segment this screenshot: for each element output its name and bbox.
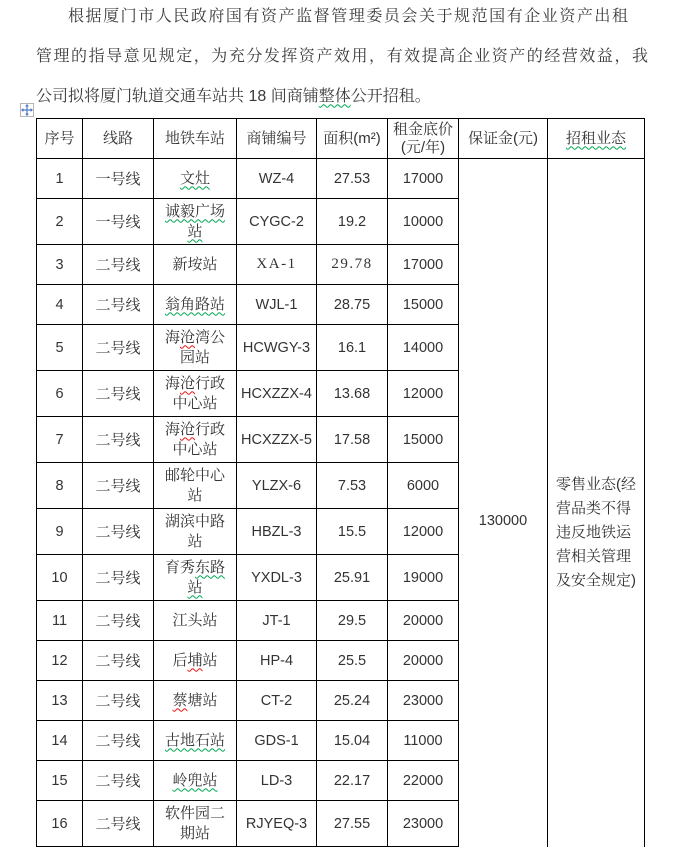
cell-station-name[interactable] xyxy=(154,159,237,199)
cell-row-number[interactable]: 9 xyxy=(37,509,83,555)
cell-line-name[interactable]: 一号线 xyxy=(83,199,154,245)
cell-line-name[interactable]: 二号线 xyxy=(83,371,154,417)
text-run: 塘站 xyxy=(187,691,218,709)
business-type-line: 零售业态(经 xyxy=(556,476,636,494)
cell-rent-floor-price[interactable]: 20000 xyxy=(388,641,459,681)
cell-shop-code[interactable]: HBZL-3 xyxy=(237,509,317,555)
cell-line-name[interactable]: 二号线 xyxy=(83,325,154,371)
cell-row-number[interactable]: 2 xyxy=(37,199,83,245)
cell-area[interactable]: 27.53 xyxy=(317,159,388,199)
cell-line-name[interactable]: 二号线 xyxy=(83,761,154,801)
cell-line-name[interactable]: 二号线 xyxy=(83,417,154,463)
cell-rent-floor-price[interactable]: 10000 xyxy=(388,199,459,245)
cell-area[interactable]: 29.78 xyxy=(317,245,388,285)
cell-row-number[interactable]: 10 xyxy=(37,555,83,601)
column-header[interactable] xyxy=(317,119,388,159)
cell-line-name[interactable]: 二号线 xyxy=(83,285,154,325)
cell-rent-floor-price[interactable]: 23000 xyxy=(388,801,459,847)
cell-shop-code[interactable]: HCWGY-3 xyxy=(237,325,317,371)
column-header-label: 招租业态 xyxy=(565,129,626,147)
cell-rent-floor-price[interactable]: 6000 xyxy=(388,463,459,509)
cell-line-name[interactable]: 一号线 xyxy=(83,159,154,199)
cell-rent-floor-price[interactable]: 23000 xyxy=(388,681,459,721)
cell-line-name[interactable]: 二号线 xyxy=(83,681,154,721)
cell-shop-code[interactable]: JT-1 xyxy=(237,601,317,641)
cell-station-name[interactable] xyxy=(154,371,237,417)
column-header[interactable] xyxy=(83,119,154,159)
cell-line-name[interactable]: 二号线 xyxy=(83,641,154,681)
cell-line-name[interactable]: 二号线 xyxy=(83,555,154,601)
column-header[interactable] xyxy=(388,119,459,159)
table-body xyxy=(37,159,645,847)
cell-shop-code[interactable]: RJYEQ-3 xyxy=(237,801,317,847)
cell-shop-code[interactable]: WZ-4 xyxy=(237,159,317,199)
text-run: 软件园二期站 xyxy=(164,804,225,842)
text-run: 海 xyxy=(164,420,180,438)
cell-row-number[interactable]: 13 xyxy=(37,681,83,721)
cell-row-number[interactable]: 11 xyxy=(37,601,83,641)
cell-row-number[interactable]: 12 xyxy=(37,641,83,681)
cell-station-name[interactable] xyxy=(154,285,237,325)
text-run: 海 xyxy=(164,328,180,346)
cell-station-name[interactable] xyxy=(154,721,237,761)
flagged-text-run: 东路站 xyxy=(187,558,226,596)
cell-station-name[interactable] xyxy=(154,681,237,721)
column-header-label: 线路 xyxy=(102,129,133,147)
flagged-text-run: 岭兜站 xyxy=(172,771,218,789)
text-run: 根据厦门市人民政府国有资产监督管理委员会关于规范国有企业资产出租 xyxy=(68,8,628,25)
cell-row-number[interactable]: 8 xyxy=(37,463,83,509)
cell-station-name[interactable] xyxy=(154,555,237,601)
text-run: 新垵站 xyxy=(172,255,218,273)
cell-area[interactable]: 19.2 xyxy=(317,199,388,245)
cell-rent-floor-price[interactable]: 15000 xyxy=(388,417,459,463)
cell-shop-code[interactable]: CYGC-2 xyxy=(237,199,317,245)
cell-rent-floor-price[interactable]: 17000 xyxy=(388,245,459,285)
business-type-line: 违反地铁运 xyxy=(556,524,632,542)
cell-rent-floor-price[interactable]: 19000 xyxy=(388,555,459,601)
cell-shop-code[interactable]: HCXZZX-4 xyxy=(237,371,317,417)
text-run: 湾公园站 xyxy=(179,328,226,366)
text-run: 海 xyxy=(164,374,180,392)
cell-station-name[interactable] xyxy=(154,509,237,555)
cell-deposit-merged[interactable]: 130000 xyxy=(459,159,548,847)
cell-area[interactable]: 17.58 xyxy=(317,417,388,463)
cell-station-name[interactable] xyxy=(154,761,237,801)
cell-area[interactable]: 25.24 xyxy=(317,681,388,721)
cell-rent-floor-price[interactable]: 11000 xyxy=(388,721,459,761)
cell-station-name[interactable] xyxy=(154,601,237,641)
column-header-label: 保证金(元) xyxy=(468,129,538,147)
text-run: 育秀 xyxy=(164,558,195,576)
flagged-text-run: 翁角路站 xyxy=(164,295,225,313)
cell-rent-floor-price[interactable]: 20000 xyxy=(388,601,459,641)
cell-station-name[interactable] xyxy=(154,417,237,463)
cell-row-number[interactable]: 3 xyxy=(37,245,83,285)
cell-shop-code[interactable]: XA-1 xyxy=(237,245,317,285)
text-run: 江头站 xyxy=(172,611,218,629)
table-header xyxy=(37,119,645,159)
cell-rent-floor-price[interactable]: 12000 xyxy=(388,509,459,555)
table-move-handle[interactable] xyxy=(20,103,34,117)
business-type-line: 营品类不得 xyxy=(556,500,632,518)
column-header[interactable] xyxy=(154,119,237,159)
cell-rent-floor-price[interactable]: 22000 xyxy=(388,761,459,801)
column-header[interactable] xyxy=(548,119,645,159)
cell-shop-code[interactable]: GDS-1 xyxy=(237,721,317,761)
cell-rent-floor-price[interactable]: 12000 xyxy=(388,371,459,417)
cell-area[interactable]: 13.68 xyxy=(317,371,388,417)
cell-shop-code[interactable]: LD-3 xyxy=(237,761,317,801)
cell-shop-code[interactable]: HP-4 xyxy=(237,641,317,681)
text-run: 站 xyxy=(202,651,218,669)
cell-station-name[interactable] xyxy=(154,199,237,245)
flagged-text-run: 沧 xyxy=(179,374,195,392)
cell-area[interactable]: 15.5 xyxy=(317,509,388,555)
column-header-label: 商铺编号 xyxy=(246,129,307,147)
cell-area[interactable]: 15.04 xyxy=(317,721,388,761)
column-header[interactable] xyxy=(237,119,317,159)
cell-area[interactable]: 16.1 xyxy=(317,325,388,371)
text-run: 公司拟将厦门轨道交通车站共 18 间商铺 xyxy=(36,87,319,105)
flagged-text-run: 整体 xyxy=(318,87,351,105)
cell-line-name[interactable]: 二号线 xyxy=(83,721,154,761)
cell-row-number[interactable]: 4 xyxy=(37,285,83,325)
column-header-line: (元/年) xyxy=(400,138,446,156)
column-header-line: 租金底价 xyxy=(392,120,453,138)
cell-row-number[interactable]: 6 xyxy=(37,371,83,417)
flagged-text-run: 沧 xyxy=(179,420,195,438)
business-type-line: 及安全规定) xyxy=(556,572,636,590)
text-run: 管理的指导意见规定，为充分发挥资产效用，有效提高企业资产的经营效益，我 xyxy=(36,47,648,65)
cell-rent-floor-price[interactable]: 17000 xyxy=(388,159,459,199)
intro-paragraph[interactable] xyxy=(36,0,648,116)
cell-row-number[interactable]: 5 xyxy=(37,325,83,371)
paragraph-line[interactable] xyxy=(36,37,648,77)
cell-area[interactable]: 22.17 xyxy=(317,761,388,801)
flagged-text-run: 文灶 xyxy=(179,169,210,187)
business-type-line: 营相关管理 xyxy=(556,548,632,566)
cell-station-name[interactable] xyxy=(154,463,237,509)
paragraph-line[interactable] xyxy=(36,0,628,37)
cell-shop-code[interactable]: YLZX-6 xyxy=(237,463,317,509)
text-run: 公开招租。 xyxy=(350,87,431,105)
column-header[interactable] xyxy=(37,119,83,159)
flagged-text-run: 蔡 xyxy=(172,691,188,709)
cell-line-name[interactable]: 二号线 xyxy=(83,463,154,509)
move-arrows-icon xyxy=(21,104,33,116)
cell-area[interactable]: 25.91 xyxy=(317,555,388,601)
cell-row-number[interactable]: 7 xyxy=(37,417,83,463)
cell-area[interactable]: 27.55 xyxy=(317,801,388,847)
cell-shop-code[interactable]: HCXZZX-5 xyxy=(237,417,317,463)
cell-shop-code[interactable]: YXDL-3 xyxy=(237,555,317,601)
flagged-text-run: 沧 xyxy=(179,328,195,346)
cell-station-name[interactable] xyxy=(154,801,237,847)
cell-business-type-merged[interactable] xyxy=(548,159,645,847)
cell-rent-floor-price[interactable]: 15000 xyxy=(388,285,459,325)
column-header-label: 序号 xyxy=(44,129,75,147)
text-run: 湖滨中路站 xyxy=(164,512,225,550)
cell-line-name[interactable]: 二号线 xyxy=(83,509,154,555)
cell-row-number[interactable]: 16 xyxy=(37,801,83,847)
cell-line-name[interactable]: 二号线 xyxy=(83,601,154,641)
column-header-label: 地铁车站 xyxy=(164,129,225,147)
flagged-text-run: 诚毅广场站 xyxy=(164,202,225,240)
flagged-text-run: 古地石站 xyxy=(164,731,225,749)
column-header-label: 面积(m²) xyxy=(323,129,381,147)
text-run: 邮轮中心站 xyxy=(164,466,225,504)
cell-area[interactable]: 25.5 xyxy=(317,641,388,681)
text-run: 行政中心站 xyxy=(172,420,226,458)
cell-line-name[interactable]: 二号线 xyxy=(83,245,154,285)
cell-area[interactable]: 29.5 xyxy=(317,601,388,641)
flagged-text-run: 埔 xyxy=(187,651,203,669)
cell-station-name[interactable] xyxy=(154,245,237,285)
text-run: 行政中心站 xyxy=(172,374,226,412)
cell-shop-code[interactable]: CT-2 xyxy=(237,681,317,721)
table-row xyxy=(37,159,645,199)
cell-row-number[interactable]: 14 xyxy=(37,721,83,761)
cell-station-name[interactable] xyxy=(154,325,237,371)
shops-table xyxy=(36,118,645,847)
column-header[interactable] xyxy=(459,119,548,159)
cell-area[interactable]: 28.75 xyxy=(317,285,388,325)
text-run: 后 xyxy=(172,651,188,669)
cell-station-name[interactable] xyxy=(154,641,237,681)
cell-area[interactable]: 7.53 xyxy=(317,463,388,509)
cell-rent-floor-price[interactable]: 14000 xyxy=(388,325,459,371)
cell-row-number[interactable]: 15 xyxy=(37,761,83,801)
paragraph-line[interactable] xyxy=(36,77,648,117)
cell-row-number[interactable]: 1 xyxy=(37,159,83,199)
cell-shop-code[interactable]: WJL-1 xyxy=(237,285,317,325)
cell-line-name[interactable]: 二号线 xyxy=(83,801,154,847)
